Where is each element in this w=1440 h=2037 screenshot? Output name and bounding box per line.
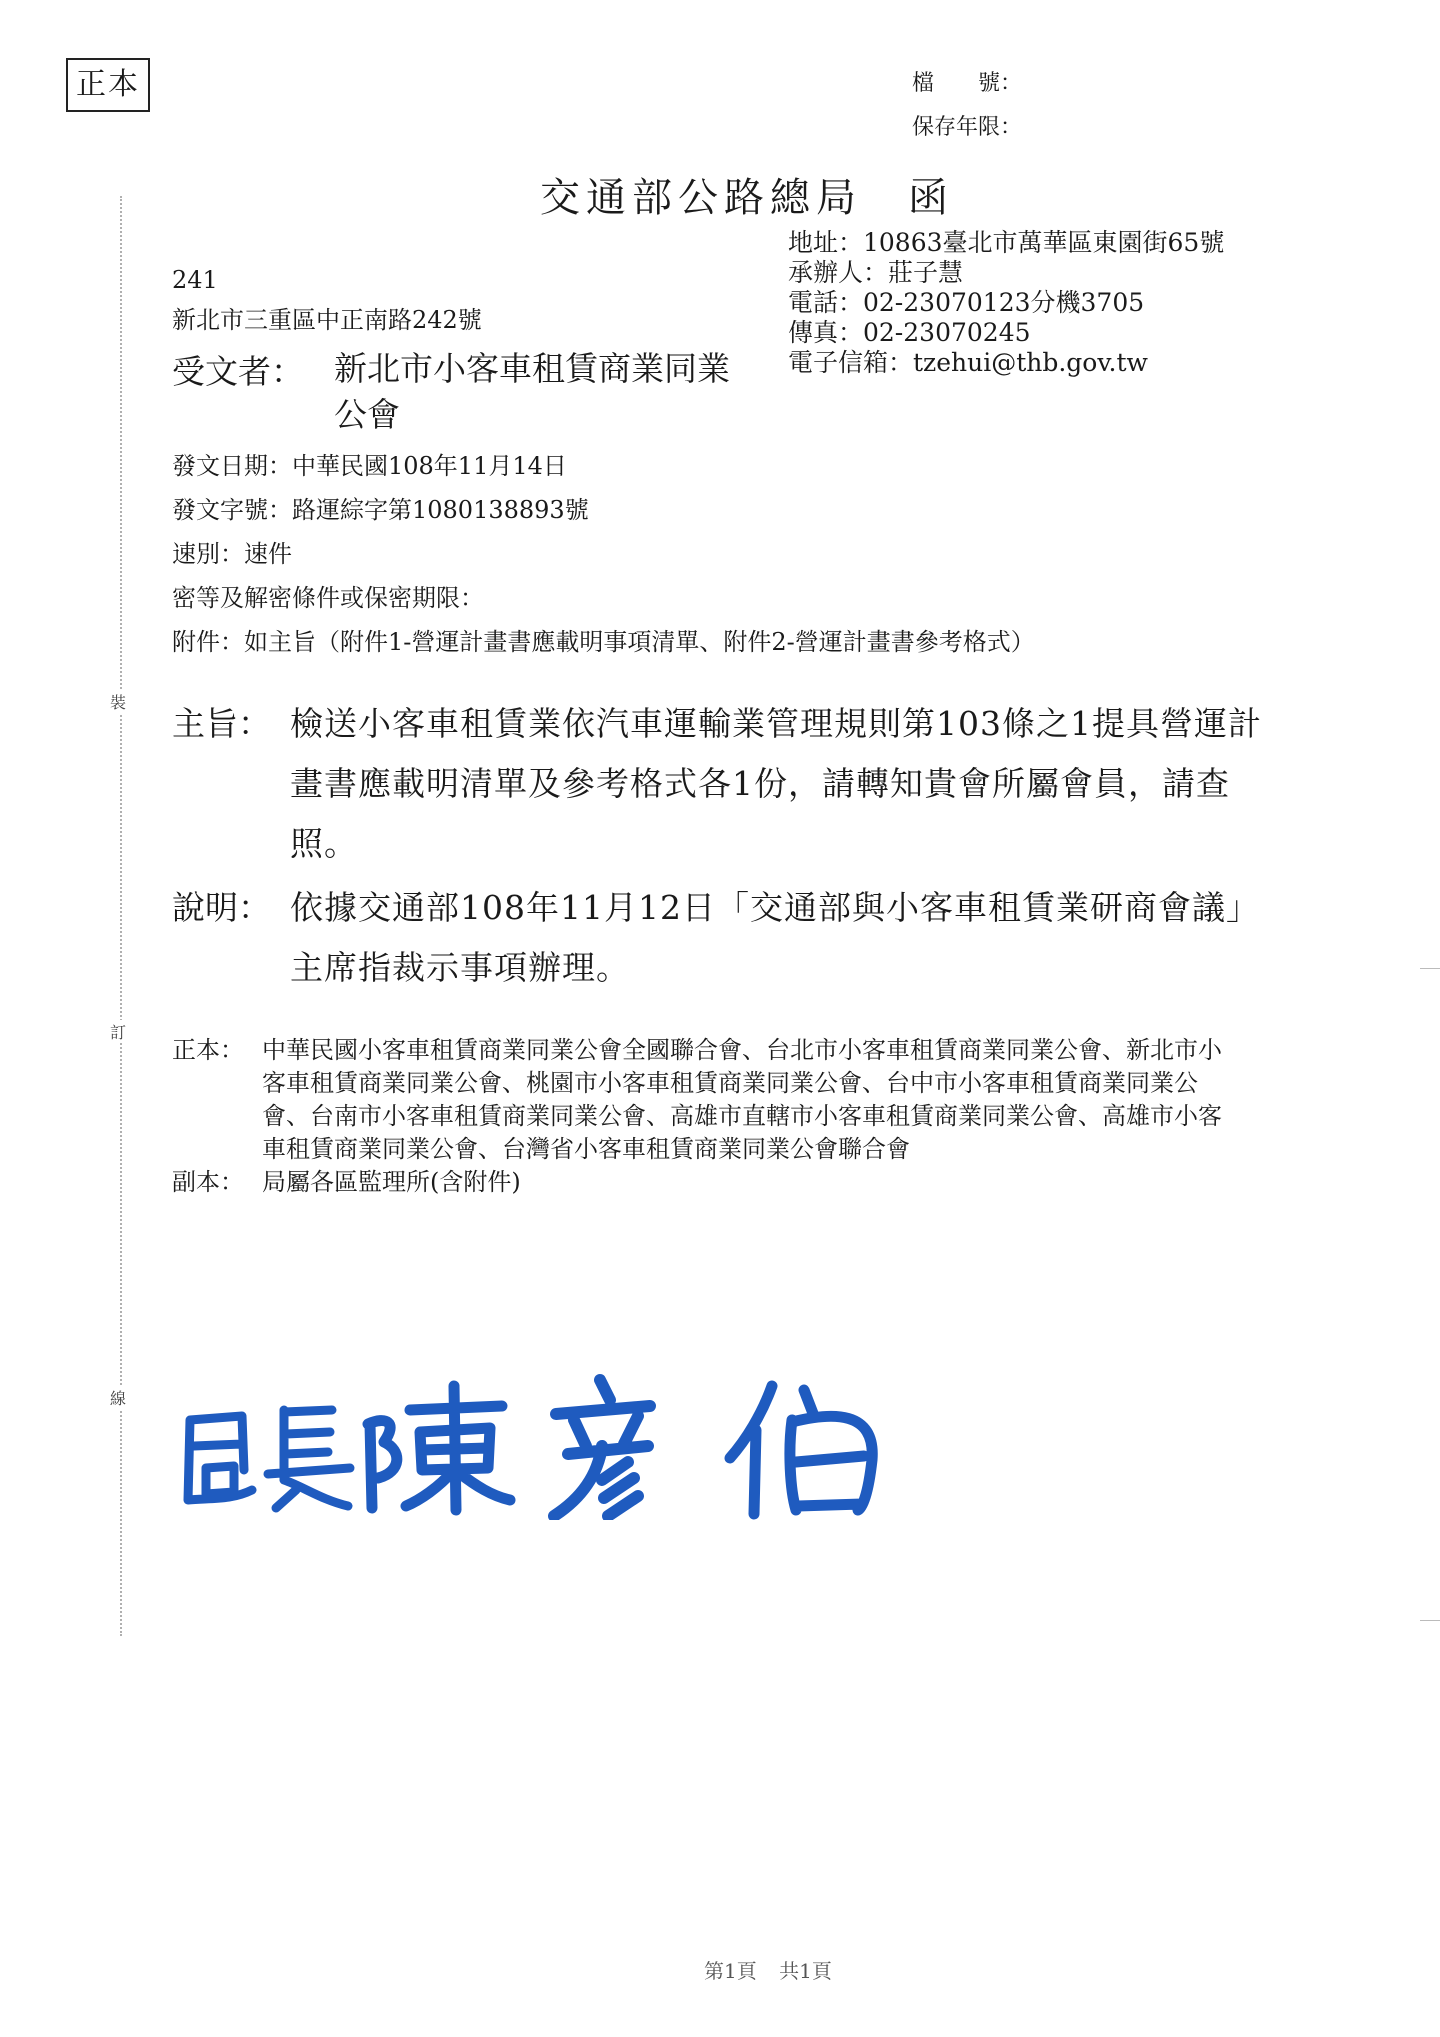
page-number: 第1頁 <box>704 1959 757 1983</box>
copy-recipients-row <box>172 1166 1232 1199</box>
subject-label: 主旨： <box>172 704 271 743</box>
recipient-zip: 241 <box>172 266 218 294</box>
director-signature <box>172 1350 1012 1520</box>
copy-recipients-label: 副本： <box>172 1168 244 1196</box>
copy-recipients-text: 局屬各區監理所(含附件) <box>262 1168 521 1196</box>
binding-margin-line <box>120 196 122 1636</box>
document-number: 發文字號：路運綜字第1080138893號 <box>172 496 589 524</box>
page-total: 共1頁 <box>779 1959 832 1983</box>
sender-address: 地址：10863臺北市萬華區東園街65號 <box>788 228 1225 257</box>
margin-tick <box>1420 968 1440 969</box>
retention-period-field: 保存年限： <box>912 115 1023 140</box>
recipient-label: 受文者： <box>172 352 304 391</box>
document-title: 交通部公路總局 函 <box>540 175 954 221</box>
email-address: 電子信箱：tzehui@thb.gov.tw <box>788 348 1148 377</box>
recipient-address: 新北市三重區中正南路242號 <box>172 306 482 334</box>
distribution-list <box>172 1034 1232 1199</box>
attachments: 附件：如主旨（附件1-營運計畫書應載明事項清單、附件2-營運計畫書參考格式） <box>172 628 1035 656</box>
urgency: 速別：速件 <box>172 540 292 568</box>
issue-date: 發文日期：中華民國108年11月14日 <box>172 452 567 480</box>
page-footer <box>696 1955 840 1984</box>
file-number-field: 檔 號： <box>912 71 1023 96</box>
file-info <box>912 64 1022 152</box>
letter-body <box>172 694 1272 1002</box>
explanation-label: 說明： <box>172 888 271 927</box>
main-recipients-row <box>172 1034 1232 1166</box>
document-meta <box>172 444 1035 664</box>
secrecy-level: 密等及解密條件或保密期限： <box>172 584 484 612</box>
original-copy-stamp: 正本 <box>66 58 150 112</box>
subject-text: 檢送小客車租賃業依汽車運輸業管理規則第103條之1提具營運計畫書應載明清單及參考格式各1份，請轉知貴會所屬會員，請查照。 <box>290 704 1262 863</box>
main-recipients-text: 中華民國小客車租賃商業同業公會全國聯合會、台北市小客車租賃商業同業公會、新北市小客車租賃商業同業公會、桃園市小客車租賃商業同業公會、台中市小客車租賃商業同業公會、台南市小客車租賃商業同業公會、高雄市直轄市小客車租賃商業同業公會、高雄市小客車租賃商業同業公會、台灣省小客車租賃商業同業公會聯合會 <box>262 1036 1222 1163</box>
explanation-row <box>172 878 1272 998</box>
handler-name: 承辦人：莊子慧 <box>788 258 964 287</box>
sender-contact-block <box>788 228 1224 378</box>
margin-mark-bind: 裝 <box>110 690 126 713</box>
margin-mark-line: 線 <box>110 1386 126 1409</box>
fax-number: 傳真：02-23070245 <box>788 318 1031 347</box>
recipient-name: 新北市小客車租賃商業同業公會 <box>334 349 730 434</box>
subject-row <box>172 694 1272 874</box>
phone-number: 電話：02-23070123分機3705 <box>788 288 1145 317</box>
margin-tick <box>1420 1620 1440 1621</box>
margin-mark-order: 訂 <box>110 1020 126 1043</box>
main-recipients-label: 正本： <box>172 1036 244 1064</box>
explanation-text: 依據交通部108年11月12日「交通部與小客車租賃業研商會議」主席指裁示事項辦理。 <box>290 888 1260 987</box>
